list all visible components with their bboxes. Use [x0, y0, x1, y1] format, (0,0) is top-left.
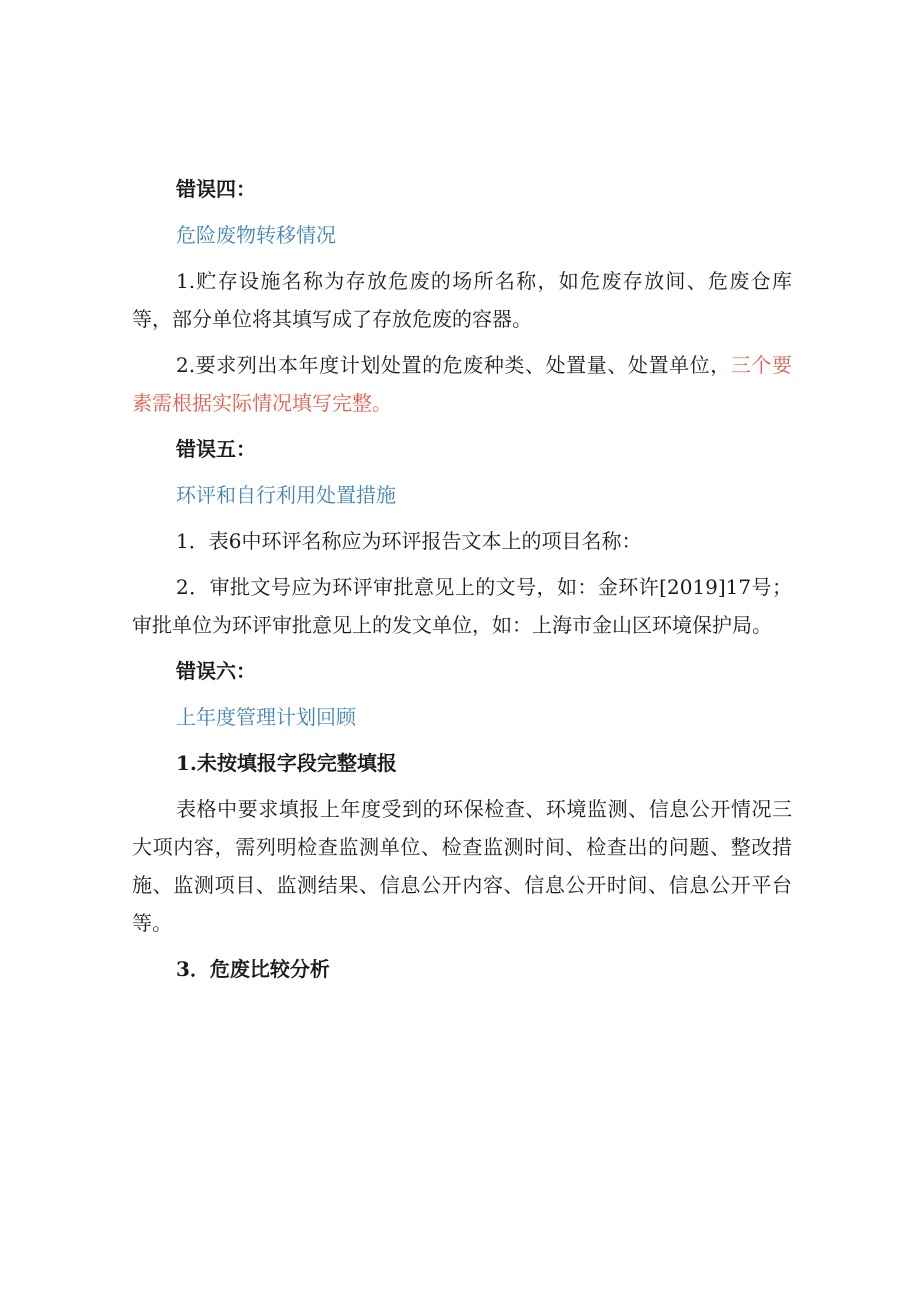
error-six-item-3: 3．危废比较分析	[176, 957, 330, 981]
error-six-title: 上年度管理计划回顾	[176, 705, 356, 729]
error-four-item-1: 1.贮存设施名称为存放危废的场所名称，如危废存放间、危废仓库等，部分单位将其填写成了存放危废的容器。	[132, 269, 792, 331]
error-five-item-2: 2．审批文号应为环评审批意见上的文号，如：金环许[2019]17号；审批单位为环评审批意见上的发文单位，如：上海市金山区环境保护局。	[132, 575, 792, 637]
error-five-label: 错误五：	[176, 437, 256, 461]
error-four-item-2-text: 2.要求列出本年度计划处置的危废种类、处置量、处置单位，	[176, 353, 731, 377]
error-five-item-1: 1．表6中环评名称应为环评报告文本上的项目名称：	[176, 529, 642, 553]
error-six-body: 表格中要求填报上年度受到的环保检查、环境监测、信息公开情况三大项内容，需列明检查监测单位、检查监测时间、检查出的问题、整改措施、监测项目、监测结果、信息公开内容、信息公开时间、信息公开平台等。	[132, 797, 792, 935]
error-four-title: 危险废物转移情况	[176, 223, 336, 247]
error-five-title: 环评和自行利用处置措施	[176, 483, 396, 507]
error-four-item-2	[132, 346, 792, 422]
document-content	[132, 170, 792, 988]
error-four-item-2-highlight: 三个要素需根据实际情况填写完整。	[132, 353, 792, 415]
error-six-item-1: 1.未按填报字段完整填报	[176, 751, 397, 775]
error-four-label: 错误四：	[176, 177, 256, 201]
error-six-label: 错误六：	[176, 659, 256, 683]
